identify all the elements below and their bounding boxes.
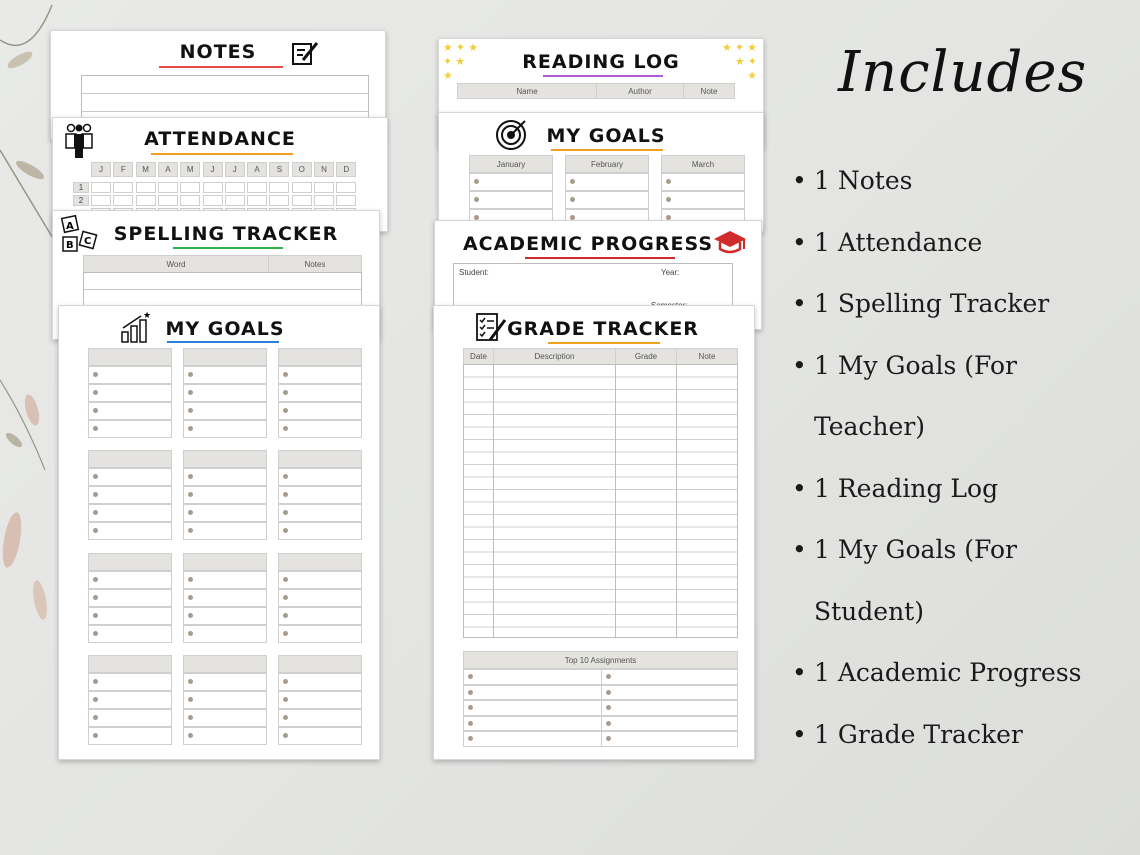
goal-line bbox=[278, 625, 362, 643]
attendance-title: ATTENDANCE bbox=[144, 128, 296, 150]
month-header: March bbox=[661, 155, 745, 173]
goal-line bbox=[88, 522, 172, 540]
bullet-dot bbox=[93, 679, 98, 684]
bullet-dot bbox=[606, 690, 611, 695]
goal-line bbox=[183, 589, 267, 607]
goal-line bbox=[88, 625, 172, 643]
bullet-dot bbox=[606, 721, 611, 726]
month-header: February bbox=[565, 155, 649, 173]
title-underline bbox=[525, 257, 675, 259]
attendance-cell bbox=[247, 182, 267, 193]
month-header: A bbox=[247, 162, 267, 177]
month-header: M bbox=[180, 162, 200, 177]
goal-block-header bbox=[183, 450, 267, 468]
bullet-dot bbox=[468, 674, 473, 679]
attendance-cell bbox=[225, 195, 245, 206]
svg-text:★: ★ bbox=[143, 311, 152, 321]
attendance-cell bbox=[113, 182, 133, 193]
title-underline bbox=[167, 341, 279, 343]
list-item: • 1 Reading Log bbox=[792, 473, 999, 503]
bullet-dot bbox=[93, 510, 98, 515]
goal-block-header bbox=[183, 348, 267, 366]
goal-line bbox=[88, 504, 172, 522]
bullet-dot bbox=[188, 595, 193, 600]
bullet-dot bbox=[93, 528, 98, 533]
goal-line bbox=[565, 191, 649, 209]
goals-teacher-title: MY GOALS bbox=[165, 318, 285, 340]
goal-line bbox=[278, 522, 362, 540]
bullet-dot bbox=[283, 474, 288, 479]
goal-line bbox=[278, 589, 362, 607]
bullet-dot bbox=[666, 179, 671, 184]
bullet-dot bbox=[468, 705, 473, 710]
bullet-dot bbox=[188, 697, 193, 702]
stars-decoration-left: ★ ✦ ★ ✦ ★ ★ bbox=[443, 42, 479, 82]
bullet-dot bbox=[468, 721, 473, 726]
goal-line bbox=[88, 468, 172, 486]
bullet-dot bbox=[283, 408, 288, 413]
title-underline bbox=[551, 149, 663, 151]
bullet-dot bbox=[468, 736, 473, 741]
bullet-dot bbox=[283, 679, 288, 684]
month-header: D bbox=[336, 162, 356, 177]
goal-line bbox=[88, 571, 172, 589]
goal-line bbox=[278, 607, 362, 625]
bullet-dot bbox=[188, 390, 193, 395]
bullet-dot bbox=[283, 528, 288, 533]
goal-line bbox=[183, 420, 267, 438]
bullet-dot bbox=[283, 426, 288, 431]
bullet-dot bbox=[474, 179, 479, 184]
bullet-dot bbox=[283, 390, 288, 395]
goal-block-header bbox=[88, 348, 172, 366]
goal-line bbox=[183, 366, 267, 384]
month-header: N bbox=[314, 162, 334, 177]
list-item: • 1 Attendance bbox=[792, 227, 983, 257]
attendance-cell bbox=[292, 195, 312, 206]
month-header: J bbox=[91, 162, 111, 177]
assignment-line bbox=[601, 700, 738, 716]
assignment-line bbox=[601, 685, 738, 701]
bullet-dot bbox=[283, 372, 288, 377]
goal-line bbox=[88, 607, 172, 625]
attendance-cell bbox=[203, 182, 223, 193]
goal-line bbox=[88, 384, 172, 402]
goal-line bbox=[469, 191, 553, 209]
goal-line bbox=[88, 691, 172, 709]
bullet-dot bbox=[606, 705, 611, 710]
assignment-line bbox=[601, 731, 738, 747]
bullet-dot bbox=[188, 577, 193, 582]
goal-line bbox=[183, 522, 267, 540]
goal-block-header bbox=[88, 553, 172, 571]
bullet-dot bbox=[93, 492, 98, 497]
bullet-dot bbox=[188, 528, 193, 533]
goal-line bbox=[183, 607, 267, 625]
goal-line bbox=[278, 366, 362, 384]
bullet-dot bbox=[283, 492, 288, 497]
student-label: Student: bbox=[459, 268, 489, 277]
bullet-dot bbox=[283, 715, 288, 720]
list-item: • 1 My Goals (For bbox=[792, 350, 1017, 380]
assignment-line bbox=[463, 731, 602, 747]
date-header: Date bbox=[463, 348, 494, 365]
attendance-cell bbox=[91, 195, 111, 206]
goal-block-header bbox=[278, 348, 362, 366]
academic-progress-title: ACADEMIC PROGRESS bbox=[462, 233, 714, 255]
goal-line bbox=[278, 384, 362, 402]
title-underline bbox=[173, 247, 283, 249]
attendance-cell bbox=[180, 182, 200, 193]
goal-line bbox=[278, 504, 362, 522]
title-underline bbox=[151, 153, 293, 155]
month-header: J bbox=[203, 162, 223, 177]
assignment-line bbox=[463, 700, 602, 716]
bullet-dot bbox=[188, 715, 193, 720]
row-number: 2 bbox=[73, 195, 89, 206]
note-header: Note bbox=[683, 83, 735, 99]
goal-block-header bbox=[183, 655, 267, 673]
svg-text:C: C bbox=[84, 236, 92, 247]
bullet-dot bbox=[188, 474, 193, 479]
bullet-dot bbox=[93, 697, 98, 702]
list-item: • 1 Spelling Tracker bbox=[792, 289, 1050, 318]
goal-line bbox=[278, 486, 362, 504]
goal-line bbox=[661, 173, 745, 191]
goal-line bbox=[278, 571, 362, 589]
goal-line bbox=[183, 571, 267, 589]
attendance-cell bbox=[91, 182, 111, 193]
bullet-dot bbox=[93, 372, 98, 377]
goal-block-header bbox=[88, 450, 172, 468]
description-header: Description bbox=[493, 348, 616, 365]
includes-heading: Includes bbox=[838, 40, 1088, 105]
bullet-dot bbox=[93, 613, 98, 618]
goal-line bbox=[278, 468, 362, 486]
bullet-dot bbox=[283, 733, 288, 738]
includes-list bbox=[792, 150, 1132, 765]
goal-line bbox=[88, 402, 172, 420]
notes-header: Notes bbox=[268, 255, 362, 273]
goal-line bbox=[183, 384, 267, 402]
title-underline bbox=[548, 342, 660, 344]
bullet-dot bbox=[93, 631, 98, 636]
attendance-cell bbox=[336, 182, 356, 193]
title-underline bbox=[543, 75, 663, 77]
bullet-dot bbox=[188, 631, 193, 636]
goal-block-header bbox=[278, 553, 362, 571]
month-header: A bbox=[158, 162, 178, 177]
goals-teacher-page bbox=[58, 305, 380, 760]
attendance-cell bbox=[180, 195, 200, 206]
bullet-dot bbox=[606, 674, 611, 679]
edit-note-icon bbox=[291, 40, 319, 66]
bullet-dot bbox=[570, 197, 575, 202]
assignment-line bbox=[463, 716, 602, 732]
bullet-dot bbox=[283, 577, 288, 582]
goal-line bbox=[88, 709, 172, 727]
month-header: January bbox=[469, 155, 553, 173]
bullet-dot bbox=[93, 577, 98, 582]
bullet-dot bbox=[93, 733, 98, 738]
bullet-dot bbox=[188, 510, 193, 515]
list-item-continuation: Student) bbox=[814, 596, 924, 626]
goals-student-title: MY GOALS bbox=[546, 125, 666, 147]
goal-line bbox=[88, 727, 172, 745]
goal-line bbox=[88, 673, 172, 691]
attendance-cell bbox=[203, 195, 223, 206]
attendance-cell bbox=[292, 182, 312, 193]
attendance-cell bbox=[314, 182, 334, 193]
bullet-dot bbox=[283, 595, 288, 600]
goal-line bbox=[278, 402, 362, 420]
goal-line bbox=[183, 504, 267, 522]
bullet-dot bbox=[188, 426, 193, 431]
list-item: • 1 Academic Progress bbox=[792, 658, 1082, 687]
attendance-cell bbox=[158, 195, 178, 206]
goal-line bbox=[88, 366, 172, 384]
bullet-dot bbox=[188, 733, 193, 738]
bullet-dot bbox=[666, 197, 671, 202]
goal-line bbox=[278, 727, 362, 745]
row-number: 1 bbox=[73, 182, 89, 193]
goal-line bbox=[278, 420, 362, 438]
svg-text:B: B bbox=[66, 240, 74, 251]
attendance-cell bbox=[225, 182, 245, 193]
goal-line bbox=[278, 673, 362, 691]
attendance-cell bbox=[269, 195, 289, 206]
word-header: Word bbox=[83, 255, 269, 273]
bullet-dot bbox=[570, 179, 575, 184]
reading-log-title: READING LOG bbox=[522, 51, 680, 73]
goal-block-header bbox=[278, 450, 362, 468]
bullet-dot bbox=[93, 474, 98, 479]
goal-line bbox=[565, 173, 649, 191]
grade-rows bbox=[463, 364, 738, 638]
month-header: S bbox=[269, 162, 289, 177]
attendance-cell bbox=[336, 195, 356, 206]
assignment-line bbox=[601, 669, 738, 685]
goal-line bbox=[183, 727, 267, 745]
goal-line bbox=[469, 173, 553, 191]
list-item: • 1 Notes bbox=[792, 166, 913, 195]
month-header: F bbox=[113, 162, 133, 177]
goal-line bbox=[278, 691, 362, 709]
grade-tracker-title: GRADE TRACKER bbox=[507, 318, 699, 340]
name-header: Name bbox=[457, 83, 597, 99]
stars-decoration-right: ★ ✦ ★ ★ ✦ ★ bbox=[721, 42, 757, 82]
bullet-dot bbox=[188, 679, 193, 684]
grade-header: Grade bbox=[615, 348, 677, 365]
goal-block-header bbox=[183, 553, 267, 571]
goal-line bbox=[183, 691, 267, 709]
svg-text:A: A bbox=[66, 221, 74, 232]
goal-line bbox=[661, 191, 745, 209]
bullet-dot bbox=[93, 390, 98, 395]
bullet-dot bbox=[606, 736, 611, 741]
grade-tracker-page bbox=[433, 305, 755, 760]
graduation-cap-icon bbox=[713, 229, 747, 257]
goal-line bbox=[183, 468, 267, 486]
bullet-dot bbox=[468, 690, 473, 695]
goal-block-header bbox=[88, 655, 172, 673]
list-item: • 1 Grade Tracker bbox=[792, 719, 1023, 749]
bullet-dot bbox=[188, 613, 193, 618]
goal-line bbox=[183, 625, 267, 643]
bullet-dot bbox=[283, 697, 288, 702]
goal-block-header bbox=[278, 655, 362, 673]
notes-title: NOTES bbox=[179, 41, 257, 63]
attendance-cell bbox=[136, 195, 156, 206]
month-header: O bbox=[292, 162, 312, 177]
goal-line bbox=[183, 673, 267, 691]
list-item: • 1 My Goals (For bbox=[792, 535, 1017, 564]
goal-line bbox=[88, 589, 172, 607]
bullet-dot bbox=[283, 613, 288, 618]
bullet-dot bbox=[93, 426, 98, 431]
attendance-cell bbox=[247, 195, 267, 206]
month-header: J bbox=[225, 162, 245, 177]
attendance-cell bbox=[314, 195, 334, 206]
list-item-continuation: Teacher) bbox=[814, 412, 926, 441]
month-header: M bbox=[136, 162, 156, 177]
spelling-title: SPELLING TRACKER bbox=[113, 223, 339, 245]
attendance-cell bbox=[113, 195, 133, 206]
goal-line bbox=[183, 402, 267, 420]
goal-line bbox=[183, 486, 267, 504]
top10-header: Top 10 Assignments bbox=[463, 651, 738, 669]
assignment-line bbox=[463, 685, 602, 701]
assignment-line bbox=[463, 669, 602, 685]
goal-line bbox=[278, 709, 362, 727]
note-header: Note bbox=[676, 348, 738, 365]
attendance-cell bbox=[158, 182, 178, 193]
bullet-dot bbox=[93, 595, 98, 600]
goals-student-page bbox=[438, 112, 764, 232]
bullet-dot bbox=[188, 372, 193, 377]
assignment-line bbox=[601, 716, 738, 732]
bullet-dot bbox=[474, 197, 479, 202]
bullet-dot bbox=[283, 631, 288, 636]
bullet-dot bbox=[93, 715, 98, 720]
title-underline bbox=[159, 66, 283, 68]
attendance-cell bbox=[269, 182, 289, 193]
author-header: Author bbox=[596, 83, 684, 99]
bullet-dot bbox=[188, 408, 193, 413]
goal-line bbox=[88, 420, 172, 438]
goal-line bbox=[88, 486, 172, 504]
bullet-dot bbox=[283, 510, 288, 515]
attendance-cell bbox=[136, 182, 156, 193]
year-label: Year: bbox=[661, 268, 680, 277]
bullet-dot bbox=[93, 408, 98, 413]
bullet-dot bbox=[188, 492, 193, 497]
goal-line bbox=[183, 709, 267, 727]
